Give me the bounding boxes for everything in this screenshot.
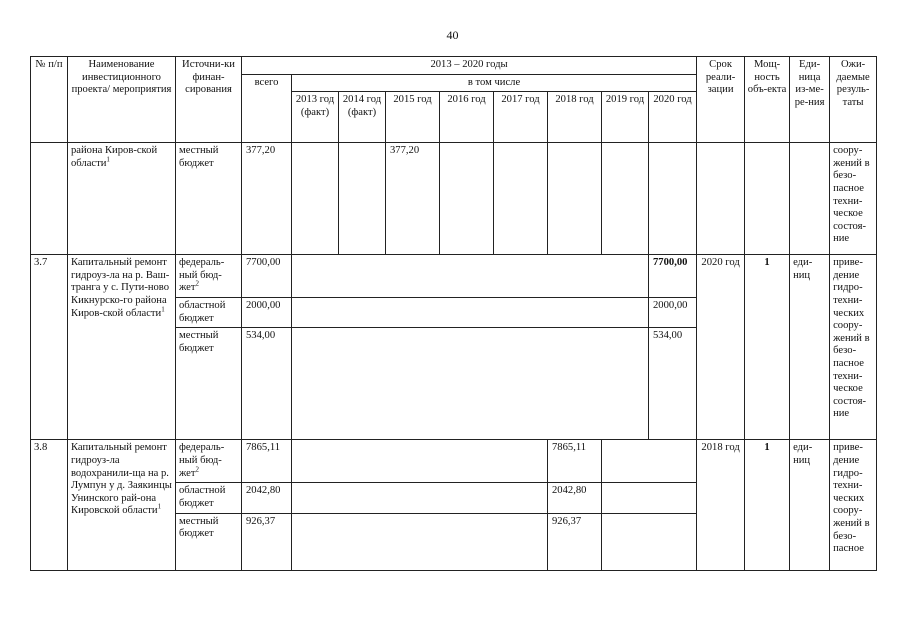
cell-unit <box>790 143 830 255</box>
cell-2020: 534,00 <box>649 328 697 440</box>
header-year-2018: 2018 год <box>548 92 602 143</box>
cell-2016 <box>440 143 494 255</box>
cell-name: района Киров-ской области$^1$ <box>68 143 176 255</box>
header-year-2019: 2019 год <box>602 92 649 143</box>
cell-name: Капитальный ремонт гидроуз-ла водохранили-ща на р. Лумпун у д. Заякинцы Унинского рай-она Кировской области$^1$ <box>68 440 176 570</box>
cell-term: 2020 год <box>697 255 745 440</box>
cell-total: 2042,80 <box>242 483 292 513</box>
header-year-2014: 2014 год (факт) <box>339 92 386 143</box>
cell-no <box>31 143 68 255</box>
cell-unit: еди-ниц <box>790 440 830 570</box>
cell-source: местный бюджет <box>176 328 242 440</box>
cell-2015: 377,20 <box>386 143 440 255</box>
cell-total: 2000,00 <box>242 298 292 328</box>
cell-unit: еди-ниц <box>790 255 830 440</box>
cell-term: 2018 год <box>697 440 745 570</box>
cell-no: 3.8 <box>31 440 68 570</box>
header-unit: Еди-ница из-ме-ре-ния <box>790 57 830 143</box>
header-period: 2013 – 2020 годы <box>242 57 697 75</box>
header-year-2016: 2016 год <box>440 92 494 143</box>
investment-table <box>30 56 877 571</box>
cell-2020: 2000,00 <box>649 298 697 328</box>
cell-2013 <box>292 143 339 255</box>
cell-2014 <box>339 143 386 255</box>
table-row <box>31 440 877 483</box>
cell-source: федераль-ный бюд-жет$^2$ <box>176 255 242 298</box>
header-no: № п/п <box>31 57 68 143</box>
cell-total: 377,20 <box>242 143 292 255</box>
cell-source: федераль-ный бюд-жет$^2$ <box>176 440 242 483</box>
cell-name: Капитальный ремонт гидроуз-ла на р. Ваш-транга у с. Пути-ново Кикнурско-го района Киров-ской области$^1$ <box>68 255 176 440</box>
cell-capacity: 1 <box>745 440 790 570</box>
cell-source: областной бюджет <box>176 298 242 328</box>
cell-2020: 7700,00 <box>649 255 697 298</box>
cell-2020 <box>649 143 697 255</box>
cell-2018 <box>548 143 602 255</box>
cell-term <box>697 143 745 255</box>
table-row <box>31 255 877 298</box>
header-year-2015: 2015 год <box>386 92 440 143</box>
cell-capacity <box>745 143 790 255</box>
cell-source: областной бюджет <box>176 483 242 513</box>
header-total: всего <box>242 74 292 143</box>
cell-result: приве-дение гидро-техни-ческих соору-жений в безо-пасное <box>830 440 877 570</box>
header-including: в том числе <box>292 74 697 92</box>
header-source: Источни-ки финан-сирования <box>176 57 242 143</box>
header-term: Срок реали-зации <box>697 57 745 143</box>
cell-result: приве-дение гидро-техни-ческих соору-жений в безо-пасное техни-ческое состоя-ние <box>830 255 877 440</box>
cell-total: 7865,11 <box>242 440 292 483</box>
table-row <box>31 143 877 255</box>
cell-total: 534,00 <box>242 328 292 440</box>
cell-source: местный бюджет <box>176 513 242 570</box>
cell-total: 7700,00 <box>242 255 292 298</box>
header-year-2017: 2017 год <box>494 92 548 143</box>
cell-2018: 2042,80 <box>548 483 602 513</box>
page-number: 40 <box>446 28 459 42</box>
cell-2017 <box>494 143 548 255</box>
cell-2018: 7865,11 <box>548 440 602 483</box>
cell-result: соору-жений в безо-пасное техни-ческое состоя-ние <box>830 143 877 255</box>
header-capacity: Мощ-ность объ-екта <box>745 57 790 143</box>
cell-2019 <box>602 143 649 255</box>
header-result: Ожи-даемые резуль-таты <box>830 57 877 143</box>
cell-source: местный бюджет <box>176 143 242 255</box>
header-year-2013: 2013 год (факт) <box>292 92 339 143</box>
cell-no: 3.7 <box>31 255 68 440</box>
cell-total: 926,37 <box>242 513 292 570</box>
header-year-2020: 2020 год <box>649 92 697 143</box>
header-name: Наименование инвестиционного проекта/ мероприятия <box>68 57 176 143</box>
cell-capacity: 1 <box>745 255 790 440</box>
cell-2018: 926,37 <box>548 513 602 570</box>
